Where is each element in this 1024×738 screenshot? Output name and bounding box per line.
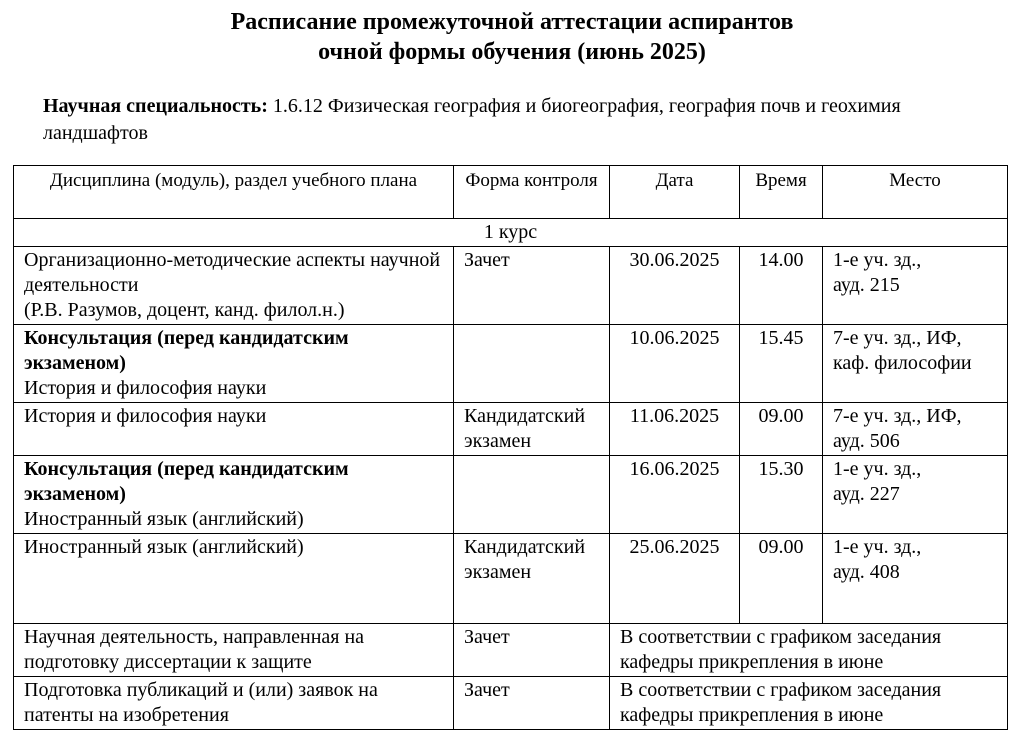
row-place: [823, 325, 1008, 403]
table-row: [14, 403, 1008, 456]
header-date: Дата: [610, 166, 740, 219]
document-title: [0, 7, 1024, 67]
row-discipline: [14, 247, 454, 325]
title-line-2: очной формы обучения (июнь 2025): [318, 39, 706, 65]
row-date: 30.06.2025: [610, 247, 740, 325]
row-schedule-note: В соответствии с графиком заседания кафедры прикрепления в июне: [610, 677, 1008, 730]
place-building: 1-е уч. зд.,: [833, 536, 922, 558]
row-place: [823, 456, 1008, 534]
place-building: 7-е уч. зд., ИФ,: [833, 327, 962, 349]
discipline-text: Иностранный язык (английский): [24, 508, 304, 530]
place-building: 7-е уч. зд., ИФ,: [833, 405, 962, 427]
place-room: ауд. 506: [833, 430, 900, 452]
row-discipline: История и философия науки: [14, 403, 454, 456]
specialty-label: Научная специальность:: [43, 95, 268, 117]
row-schedule-note: В соответствии с графиком заседания кафедры прикрепления в июне: [610, 624, 1008, 677]
specialty-value: 1.6.12 Физическая география и биогеография, география почв и геохимия ландшафтов: [43, 95, 901, 144]
row-form: Зачет: [454, 677, 610, 730]
table-row: [14, 624, 1008, 677]
row-discipline: [14, 325, 454, 403]
row-time: 09.00: [740, 403, 823, 456]
place-room: ауд. 227: [833, 483, 900, 505]
row-place: [823, 534, 1008, 624]
row-date: 25.06.2025: [610, 534, 740, 624]
row-form: [454, 456, 610, 534]
row-discipline: Подготовка публикаций и (или) заявок на патенты на изобретения: [14, 677, 454, 730]
discipline-text: История и философия науки: [24, 377, 267, 399]
row-date: 16.06.2025: [610, 456, 740, 534]
table-row: [14, 456, 1008, 534]
table-row: [14, 247, 1008, 325]
course-row: [14, 219, 1008, 247]
row-time: 09.00: [740, 534, 823, 624]
title-line-1: Расписание промежуточной аттестации аспирантов: [230, 9, 794, 35]
row-date: 11.06.2025: [610, 403, 740, 456]
place-building: 1-е уч. зд.,: [833, 458, 922, 480]
row-time: 15.30: [740, 456, 823, 534]
row-place: [823, 403, 1008, 456]
discipline-teacher: (Р.В. Разумов, доцент, канд. филол.н.): [24, 299, 345, 321]
discipline-text: Организационно-методические аспекты научной деятельности: [24, 249, 441, 296]
row-discipline: Иностранный язык (английский): [14, 534, 454, 624]
row-discipline: Научная деятельность, направленная на подготовку диссертации к защите: [14, 624, 454, 677]
table-row: [14, 677, 1008, 730]
row-time: 15.45: [740, 325, 823, 403]
schedule-table: [13, 165, 1008, 730]
row-form: [454, 325, 610, 403]
header-form: Форма контроля: [454, 166, 610, 219]
consultation-label: Консультация (перед кандидатским экзаменом): [24, 458, 349, 505]
row-date: 10.06.2025: [610, 325, 740, 403]
row-place: [823, 247, 1008, 325]
specialty-paragraph: [43, 93, 1003, 147]
row-discipline: [14, 456, 454, 534]
course-label: 1 курс: [14, 219, 1008, 247]
header-time: Время: [740, 166, 823, 219]
table-row: [14, 325, 1008, 403]
row-form: Зачет: [454, 247, 610, 325]
consultation-label: Консультация (перед кандидатским экзаменом): [24, 327, 349, 374]
row-time: 14.00: [740, 247, 823, 325]
header-place: Место: [823, 166, 1008, 219]
row-form: Кандидатский экзамен: [454, 534, 610, 624]
place-building: 1-е уч. зд.,: [833, 249, 922, 271]
place-room: ауд. 215: [833, 274, 900, 296]
place-room: каф. философии: [833, 352, 972, 374]
row-form: Кандидатский экзамен: [454, 403, 610, 456]
table-row: [14, 534, 1008, 624]
row-form: Зачет: [454, 624, 610, 677]
place-room: ауд. 408: [833, 561, 900, 583]
table-header-row: [14, 166, 1008, 219]
header-discipline: Дисциплина (модуль), раздел учебного плана: [14, 166, 454, 219]
